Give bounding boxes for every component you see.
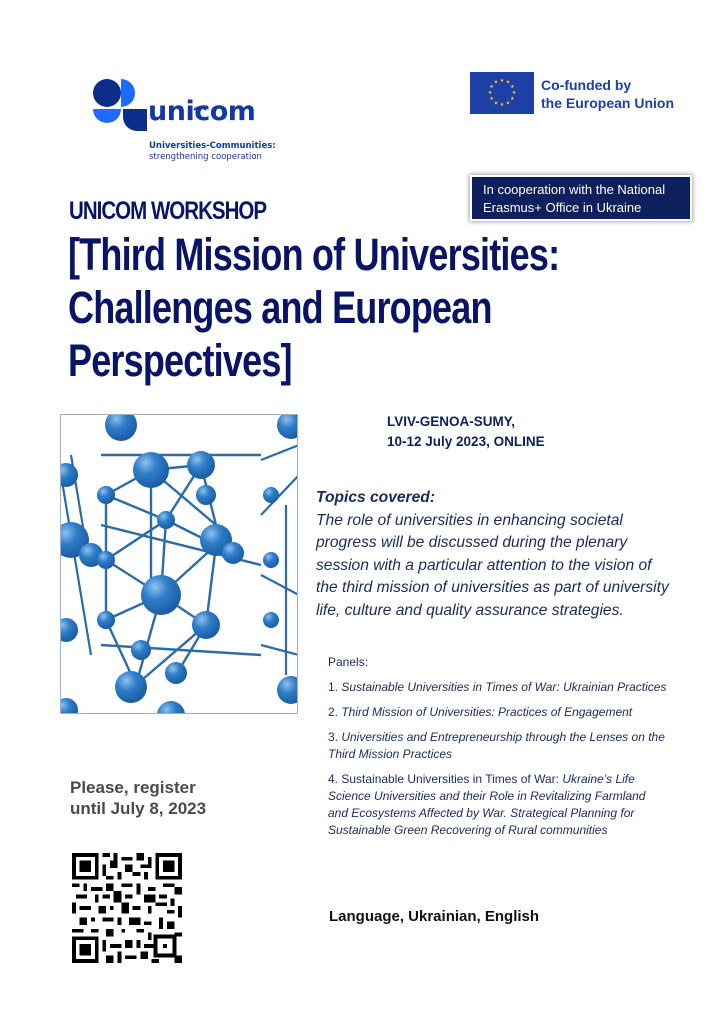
panels-label: Panels: <box>328 655 369 669</box>
panel-item <box>328 704 668 721</box>
registration-qr-code[interactable] <box>71 853 183 963</box>
svg-text:★: ★ <box>489 96 494 102</box>
panel-item <box>328 679 668 696</box>
molecule-network-image <box>60 414 298 714</box>
panel-item <box>328 771 668 839</box>
panel-title: Sustainable Universities in Times of War: Ukrainian Practices <box>341 680 667 694</box>
panel-number: 4. <box>328 772 342 786</box>
title-line-1: [Third Mission of Universities: <box>68 229 560 280</box>
logo-tagline-secondary: strengthening cooperation <box>149 152 262 162</box>
register-line1: Please, register <box>70 778 196 797</box>
svg-text:★: ★ <box>505 79 511 86</box>
svg-text:★: ★ <box>505 100 511 107</box>
unicom-logo-mark-icon <box>93 79 147 131</box>
topics-section <box>316 487 676 622</box>
panel-title: Third Mission of Universities: Practices of Engagement <box>341 705 633 719</box>
title-line-3: Perspectives] <box>68 335 292 386</box>
panel-title: Universities and Entrepreneurship through the Lenses on the Third Mission Practices <box>328 730 665 761</box>
unicom-wordmark: unicom <box>148 96 256 127</box>
event-location: LVIV-GENOA-SUMY, <box>387 414 516 429</box>
svg-text:★: ★ <box>511 90 517 96</box>
eu-flag-icon <box>470 72 534 114</box>
coop-line1: In cooperation with the National <box>483 182 666 197</box>
event-location-dates <box>387 412 545 452</box>
registration-deadline <box>70 777 206 819</box>
topics-heading: Topics covered: <box>316 489 436 506</box>
page-title <box>68 228 559 387</box>
svg-text:★: ★ <box>493 100 499 107</box>
panel-number: 3. <box>328 730 342 744</box>
panel-title: Ukraine’s Life Science Universities and their Role in Revitalizing Farmland and Ecosystems Affected by War. Strategical Planning for Sustainable Green Recovering of Rural communities <box>328 772 646 837</box>
panels-list <box>328 654 668 847</box>
svg-text:★: ★ <box>487 90 493 96</box>
svg-text:★: ★ <box>510 84 515 90</box>
svg-text:★: ★ <box>499 78 505 84</box>
topics-body: The role of universities in enhancing societal progress will be discussed during the plenary session with a particular attention to the vision of the third mission of universities as part of university life, culture and quality assurance strategies. <box>316 511 669 619</box>
eu-text-line1: Co-funded by <box>541 77 632 93</box>
svg-text:★: ★ <box>489 84 494 90</box>
logo-tagline-primary: Universities-Communities: <box>149 141 276 151</box>
coop-line2: Erasmus+ Office in Ukraine <box>483 200 642 215</box>
workshop-label: UNICOM WORKSHOP <box>69 197 267 225</box>
eu-cofunded-text <box>541 76 674 112</box>
panel-item <box>328 729 668 763</box>
panel-number: 2. <box>328 705 342 719</box>
language-info: Language, Ukrainian, English <box>329 908 540 925</box>
svg-text:★: ★ <box>499 102 505 108</box>
svg-text:★: ★ <box>493 79 499 86</box>
register-line2: until July 8, 2023 <box>70 799 207 818</box>
title-line-2: Challenges and European <box>68 282 492 333</box>
event-dates: 10-12 July 2023, ONLINE <box>387 434 545 449</box>
svg-text:★: ★ <box>510 96 515 102</box>
panel-title-plain: Sustainable Universities in Times of War: <box>341 772 563 786</box>
cooperation-notice-box <box>470 175 692 221</box>
panel-number: 1. <box>328 680 342 694</box>
eu-text-line2: the European Union <box>541 95 674 111</box>
